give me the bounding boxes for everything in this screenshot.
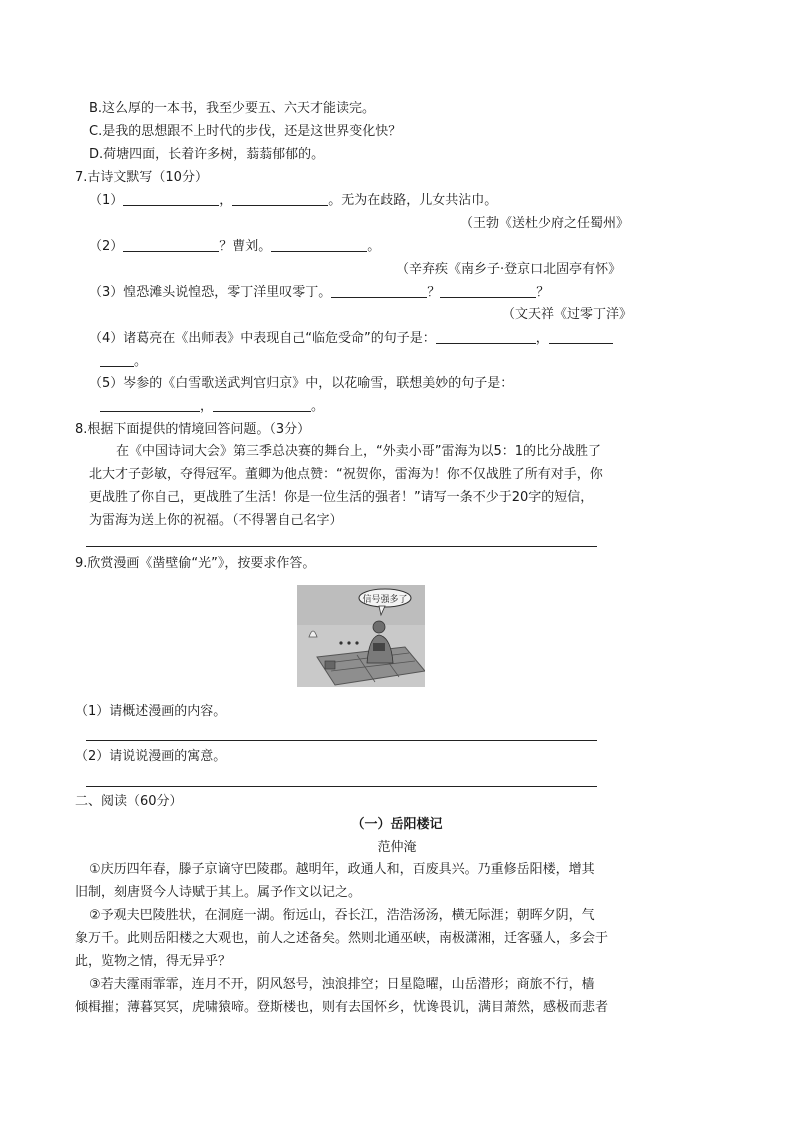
q7-item1-sep: ，	[219, 193, 233, 208]
q7-item5-sep: ，	[200, 399, 214, 414]
answer-blank[interactable]	[549, 330, 613, 344]
q7-item3	[89, 284, 549, 302]
q7-item1-source: （王勃《送杜少府之任蜀州》	[460, 216, 630, 231]
q7-item3-source: （文天祥《过零丁洋》	[502, 307, 633, 322]
q6-option-b: B.这么厚的一本书，我至少要五、六天才能读完。	[89, 101, 376, 116]
q8-answer-line[interactable]	[86, 546, 597, 547]
passage-title: （一）岳阳楼记	[351, 817, 443, 832]
passage-para3-line2: 倾楫摧；薄暮冥冥，虎啸猿啼。登斯楼也，则有去国怀乡，忧谗畏讥，满目萧然，感极而悲者	[75, 1000, 609, 1015]
cartoon-wall	[297, 585, 425, 625]
answer-blank[interactable]	[271, 238, 367, 252]
answer-blank[interactable]	[123, 238, 219, 252]
answer-blank[interactable]	[232, 192, 328, 206]
q7-item1-tail: 。无为在歧路，儿女共沾巾。	[328, 193, 498, 208]
q7-item4	[89, 330, 613, 348]
answer-blank[interactable]	[100, 353, 134, 367]
q8-paragraph-line3: 更战胜了你自己，更战胜了生活！你是一位生活的强者！”请写一条不少于20字的短信，	[89, 490, 594, 505]
q8-title: 8.根据下面提供的情境回答问题。（3分）	[75, 422, 311, 437]
passage-para1-line2: 旧制，刻唐贤今人诗赋于其上。属予作文以记之。	[75, 885, 362, 900]
passage-para2-line1: ②予观夫巴陵胜状，在洞庭一湖。衔远山，吞长江，浩浩汤汤，横无际涯；朝晖夕阴，气	[89, 908, 595, 923]
answer-blank[interactable]	[100, 398, 200, 412]
q7-item2-mid: ？曹刘。	[219, 239, 272, 254]
answer-blank[interactable]	[213, 398, 311, 412]
passage-para3-line1: ③若夫霪雨霏霏，连月不开，阴风怒号，浊浪排空；日星隐曜，山岳潜形；商旅不行，樯	[89, 977, 595, 992]
q7-item3-q: ？	[427, 285, 441, 300]
q7-title: 7.古诗文默写（10分）	[75, 170, 208, 185]
q9-sub1: （1）请概述漫画的内容。	[75, 704, 227, 719]
q9-sub2: （2）请说说漫画的寓意。	[75, 749, 227, 764]
q7-item2-label: （2）	[89, 239, 124, 254]
q7-item1-label: （1）	[89, 193, 124, 208]
q8-paragraph-line2: 北大才子彭敏，夺得冠军。董卿为他点赞：“祝贺你，雷海为！你不仅战胜了所有对手，你	[89, 467, 603, 482]
q9-answer-line-1[interactable]	[86, 740, 597, 741]
passage-para2-line3: 此，览物之情，得无异乎？	[75, 954, 232, 969]
q7-item4-text: （4）诸葛亮在《出师表》中表现自己“临危受命”的句子是：	[89, 331, 436, 346]
q7-item5: （5）岑参的《白雪歌送武判官归京》中，以花喻雪，联想美妙的句子是：	[89, 376, 514, 391]
q7-item5-cont	[100, 398, 324, 416]
answer-blank[interactable]	[440, 284, 536, 298]
answer-blank[interactable]	[331, 284, 427, 298]
q6-option-c: C.是我的思想跟不上时代的步伐，还是这世界变化快？	[89, 124, 402, 139]
q7-item2-source: （辛弃疾《南乡子·登京口北固亭有怀》	[396, 262, 622, 277]
passage-para1-line1: ①庆历四年春，滕子京谪守巴陵郡。越明年，政通人和，百废具兴。乃重修岳阳楼，增其	[89, 862, 595, 877]
q7-item4-cont	[100, 353, 147, 371]
answer-blank[interactable]	[123, 192, 219, 206]
q6-option-d: D.荷塘四面，长着许多树，蓊蓊郁郁的。	[89, 147, 325, 162]
q7-item1	[89, 192, 497, 210]
q9-title: 9.欣赏漫画《凿壁偷“光”》，按要求作答。	[75, 556, 316, 571]
q7-item2-end: 。	[367, 239, 381, 254]
q7-item3-text: （3）惶恐滩头说惶恐，零丁洋里叹零丁。	[89, 285, 332, 300]
q9-answer-line-2[interactable]	[86, 786, 597, 787]
q8-paragraph-line4: 为雷海为送上你的祝福。（不得署自己名字）	[89, 513, 343, 528]
cartoon-image	[297, 585, 425, 687]
q8-paragraph-line1: 在《中国诗词大会》第三季总决赛的舞台上，“外卖小哥”雷海为以5：1的比分战胜了	[116, 444, 602, 459]
q7-item4-end: 。	[134, 354, 148, 369]
q7-item3-end: ？	[536, 285, 550, 300]
q7-item4-sep: ，	[535, 331, 549, 346]
passage-para2-line2: 象万千。此则岳阳楼之大观也，前人之述备矣。然则北通巫峡，南极潇湘，迁客骚人，多会于	[75, 931, 609, 946]
device-icon	[325, 661, 335, 669]
q7-item2	[89, 238, 380, 256]
section2-title: 二、阅读（60分）	[75, 794, 183, 809]
answer-blank[interactable]	[436, 330, 536, 344]
speech-bubble-text: 信号强多了	[362, 595, 408, 605]
q7-item5-end: 。	[311, 399, 325, 414]
passage-author: 范仲淹	[377, 840, 417, 855]
